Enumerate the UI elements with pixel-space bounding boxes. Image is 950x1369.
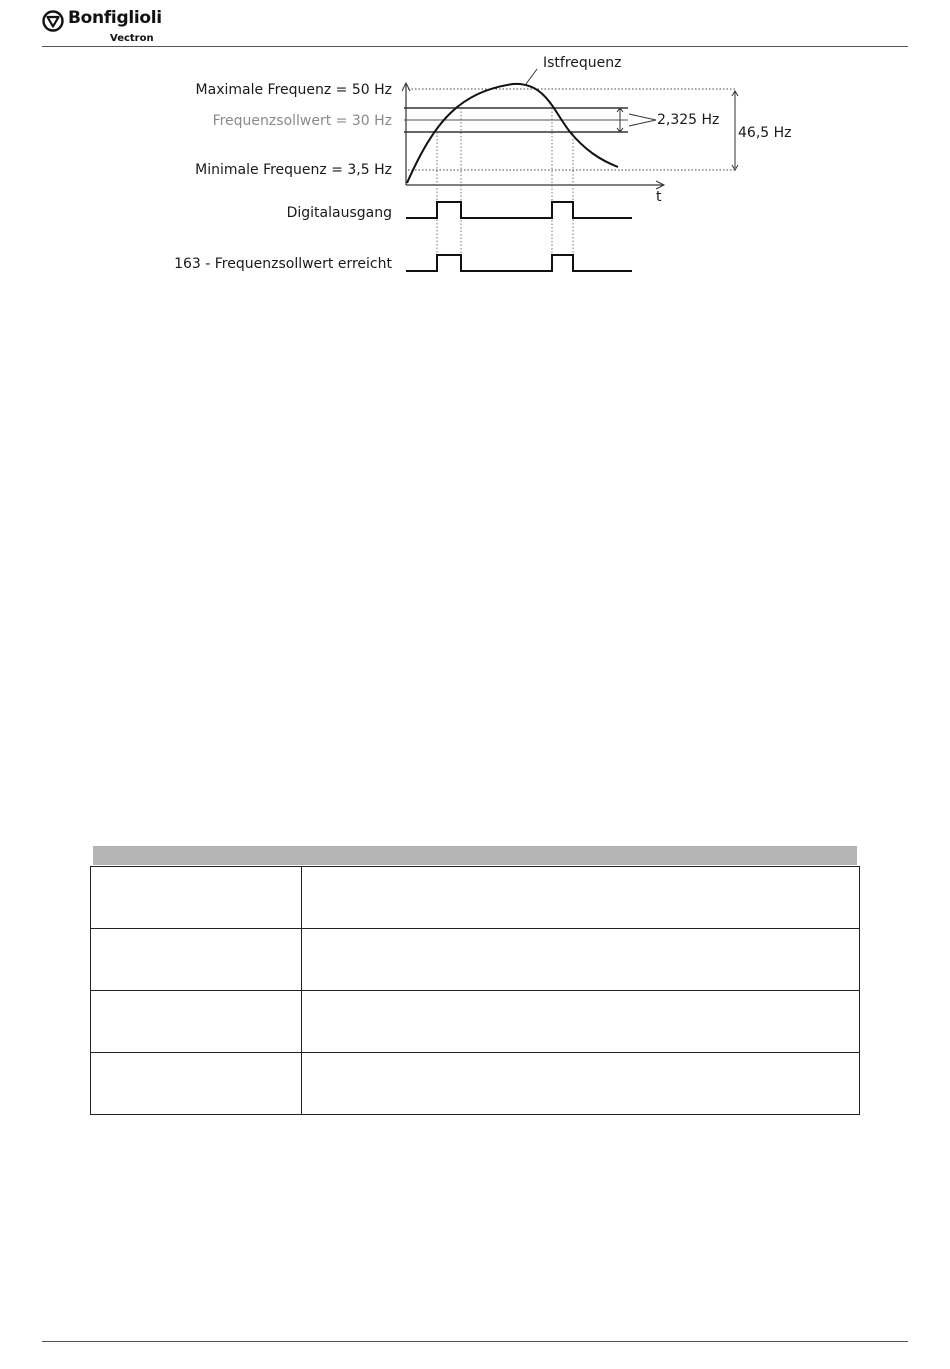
table-cell-label xyxy=(91,991,302,1053)
digital-output-label: Digitalausgang xyxy=(286,205,392,221)
table-cell-label xyxy=(91,1053,302,1115)
page-header xyxy=(0,0,950,48)
table-cell-description xyxy=(302,929,860,991)
table-row xyxy=(91,929,860,991)
table-cell-description xyxy=(302,1053,860,1115)
actual-frequency-label: Istfrequenz xyxy=(543,55,622,71)
brand-logo xyxy=(42,8,192,44)
band-width-label: 2,325 Hz xyxy=(657,112,720,128)
header-rule xyxy=(42,46,908,47)
table-row xyxy=(91,1053,860,1115)
setpoint-reached-waveform xyxy=(406,255,632,271)
actual-frequency-pointer xyxy=(526,69,537,84)
max-frequency-label: Maximale Frequenz = 50 Hz xyxy=(195,82,392,98)
table-row xyxy=(91,991,860,1053)
setpoint-label: Frequenzsollwert = 30 Hz xyxy=(212,113,392,129)
table-cell-label xyxy=(91,929,302,991)
brand-name: Bonfiglioli xyxy=(68,8,162,28)
table-cell-label xyxy=(91,867,302,929)
footer-rule xyxy=(42,1341,908,1342)
table-cell-description xyxy=(302,867,860,929)
table-body xyxy=(90,866,860,1115)
table-cell-description xyxy=(302,991,860,1053)
range-label: 46,5 Hz xyxy=(738,125,792,141)
bonfiglioli-logo-icon xyxy=(42,10,64,32)
brand-subname: Vectron xyxy=(110,33,154,44)
min-frequency-label: Minimale Frequenz = 3,5 Hz xyxy=(195,162,392,178)
actual-frequency-curve xyxy=(407,84,618,183)
setpoint-reached-label: 163 - Frequenzsollwert erreicht xyxy=(174,256,392,272)
frequency-timing-diagram xyxy=(160,50,810,280)
table-row xyxy=(91,867,860,929)
time-axis-label: t xyxy=(656,189,662,205)
band-label-leaders xyxy=(629,114,656,126)
table-header-bar xyxy=(93,846,857,865)
digital-output-waveform xyxy=(406,202,632,218)
